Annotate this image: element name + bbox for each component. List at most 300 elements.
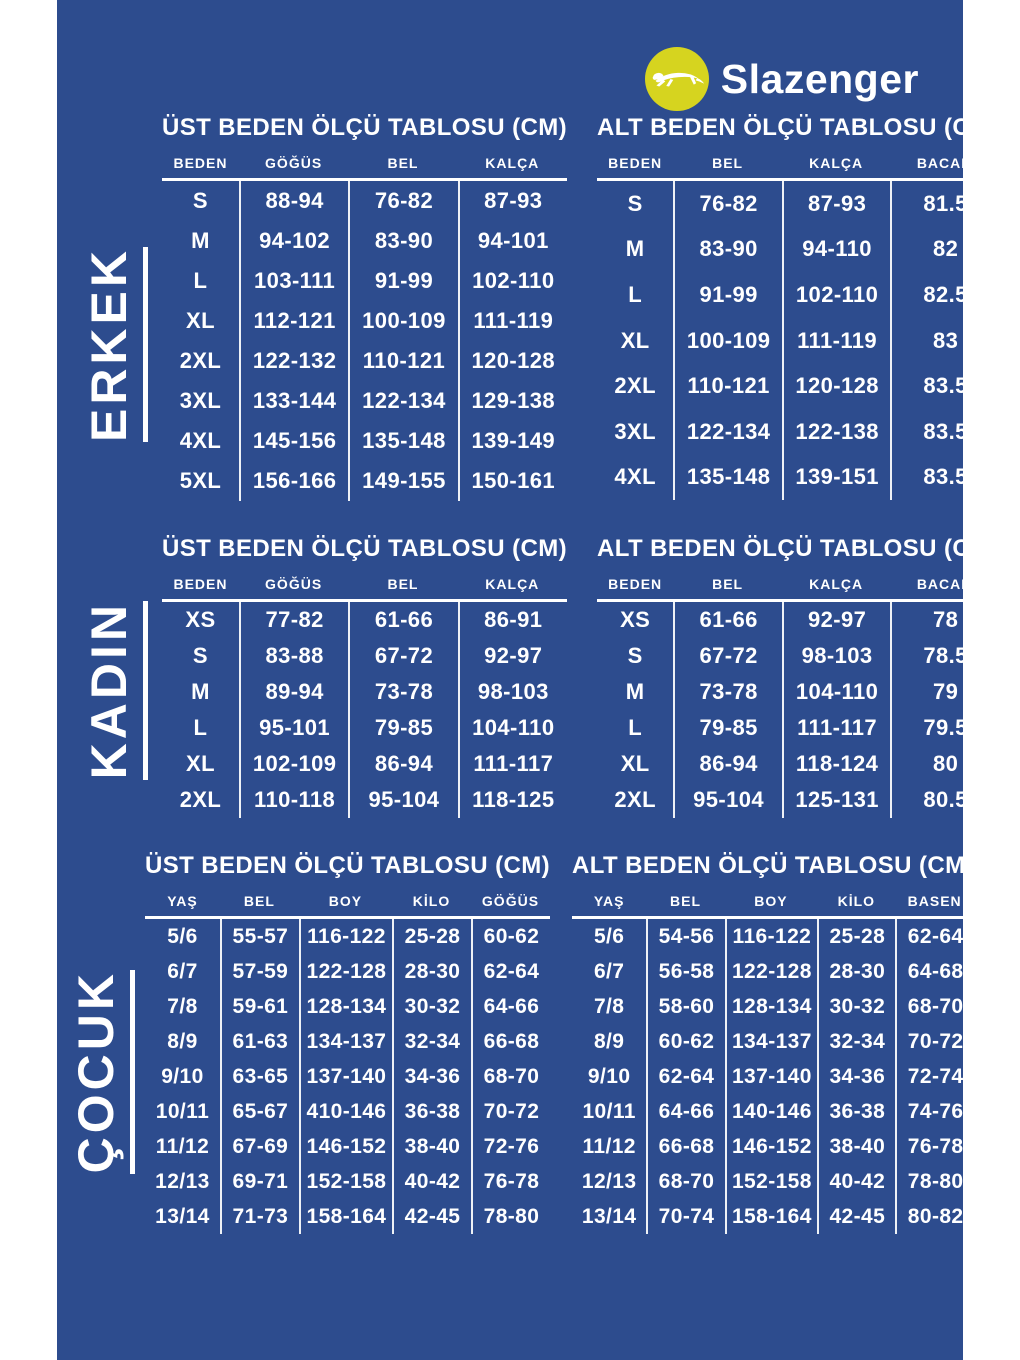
measurement-cell: 128-134: [725, 989, 817, 1024]
size-label-cell: 2XL: [614, 787, 656, 812]
measurement-cell: 116-122: [725, 919, 817, 954]
table-row: [597, 363, 999, 409]
measurement-cell: 98-103: [458, 674, 567, 710]
measurement-cell: 60-62: [646, 1024, 724, 1059]
size-label-cell: L: [628, 281, 643, 307]
measurement-cell: 102-110: [782, 272, 891, 318]
measurement-cell: 158-164: [725, 1199, 817, 1234]
section-divider-line: [130, 970, 135, 1173]
measurement-cell: 73-78: [673, 674, 782, 710]
size-label-cell: 13/14: [155, 1204, 210, 1228]
size-label-cell: 9/10: [161, 1064, 204, 1088]
size-label-cell: L: [193, 268, 208, 293]
column-header: KİLO: [837, 893, 876, 909]
measurement-cell: 70-72: [471, 1094, 550, 1129]
measurement-cell: 57-59: [220, 954, 299, 989]
measurement-cell: 122-138: [782, 409, 891, 455]
measurement-cell: 58-60: [646, 989, 724, 1024]
measurement-cell: 61-63: [220, 1024, 299, 1059]
size-label-cell: 12/13: [581, 1169, 637, 1193]
table-row: [597, 782, 999, 818]
measurement-cell: 68-70: [471, 1059, 550, 1094]
measurement-cell: 42-45: [817, 1199, 895, 1234]
size-label-cell: 3XL: [179, 388, 222, 413]
table-title: ALT BEDEN ÖLÇÜ TABLOSU (CM): [572, 852, 974, 879]
measurement-cell: 100-109: [673, 318, 782, 364]
measurement-cell: 112-121: [239, 301, 348, 341]
measurement-cell: 30-32: [817, 989, 895, 1024]
measurement-cell: 79-85: [348, 710, 457, 746]
section-cocuk: [57, 852, 974, 1234]
table-row: [572, 1199, 974, 1234]
measurement-cell: 66-68: [471, 1024, 550, 1059]
size-label-cell: M: [191, 228, 210, 253]
table-title: ÜST BEDEN ÖLÇÜ TABLOSU (CM): [145, 852, 550, 879]
measurement-cell: 83.5: [890, 455, 999, 501]
measurement-cell: 89-94: [239, 674, 348, 710]
measurement-cell: 78: [890, 602, 999, 638]
measurement-cell: 78-80: [471, 1199, 550, 1234]
table-grid: [597, 155, 999, 500]
measurement-cell: 42-45: [392, 1199, 471, 1234]
column-header: BACAK: [916, 155, 973, 171]
measurement-cell: 152-158: [725, 1164, 817, 1199]
size-label-cell: 3XL: [614, 418, 656, 444]
measurement-cell: 65-67: [220, 1094, 299, 1129]
table-row: [162, 461, 567, 501]
measurement-cell: 73-78: [348, 674, 457, 710]
measurement-cell: 64-68: [895, 954, 973, 989]
measurement-cell: 152-158: [299, 1164, 392, 1199]
size-label-cell: L: [193, 715, 208, 740]
table-row: [572, 1059, 974, 1094]
column-header: KALÇA: [485, 155, 540, 171]
measurement-cell: 83-90: [348, 221, 457, 261]
measurement-cell: 94-101: [458, 221, 567, 261]
size-label-cell: XL: [186, 308, 215, 333]
table-kadin-alt: [597, 535, 999, 818]
measurement-cell: 91-99: [673, 272, 782, 318]
measurement-cell: 38-40: [817, 1129, 895, 1164]
size-label-cell: L: [628, 715, 643, 740]
blue-panel: [57, 0, 999, 1360]
measurement-cell: 129-138: [458, 381, 567, 421]
measurement-cell: 32-34: [392, 1024, 471, 1059]
section-label-kadin: KADIN: [81, 601, 137, 780]
measurement-cell: 72-74: [895, 1059, 973, 1094]
measurement-cell: 125-131: [782, 782, 891, 818]
measurement-cell: 111-117: [458, 746, 567, 782]
size-label-cell: 4XL: [179, 428, 222, 453]
column-header: YAŞ: [593, 893, 625, 909]
measurement-cell: 81.5: [890, 181, 999, 227]
measurement-cell: 104-110: [782, 674, 891, 710]
measurement-cell: 55-57: [220, 919, 299, 954]
measurement-cell: 82.5: [890, 272, 999, 318]
table-row: [162, 181, 567, 221]
size-label-cell: 11/12: [582, 1134, 636, 1158]
brand-name: Slazenger: [720, 55, 919, 102]
measurement-cell: 94-110: [782, 227, 891, 273]
size-label-cell: 2XL: [179, 348, 222, 373]
measurement-cell: 67-72: [673, 638, 782, 674]
section-label-cocuk: ÇOCUK: [68, 970, 124, 1174]
table-grid: [145, 893, 550, 1234]
measurement-cell: 133-144: [239, 381, 348, 421]
table-row: [572, 989, 974, 1024]
table-header-row: [162, 576, 567, 602]
size-label-cell: 5/6: [593, 924, 625, 948]
measurement-cell: 156-166: [239, 461, 348, 501]
measurement-cell: 38-40: [392, 1129, 471, 1164]
measurement-cell: 135-148: [673, 455, 782, 501]
size-label-cell: XL: [186, 751, 215, 776]
table-row: [145, 1199, 550, 1234]
column-header: GÖĞÜS: [481, 893, 540, 909]
column-header: BEDEN: [173, 155, 228, 171]
measurement-cell: 61-66: [673, 602, 782, 638]
column-header: BACAK: [916, 576, 973, 592]
measurement-cell: 100-109: [348, 301, 457, 341]
measurement-cell: 79.5: [890, 710, 999, 746]
table-row: [162, 221, 567, 261]
measurement-cell: 86-91: [458, 602, 567, 638]
size-label-cell: 5XL: [179, 468, 222, 493]
measurement-cell: 118-124: [782, 746, 891, 782]
measurement-cell: 103-111: [239, 261, 348, 301]
table-cocuk-alt: [572, 852, 974, 1234]
section-erkek-side: [57, 114, 162, 501]
table-row: [572, 1024, 974, 1059]
table-cocuk-ust: [145, 852, 550, 1234]
column-header: KALÇA: [809, 576, 864, 592]
column-header: BEDEN: [173, 576, 228, 592]
column-header: BEL: [712, 155, 744, 171]
size-label-cell: 11/12: [155, 1134, 210, 1158]
measurement-cell: 82: [890, 227, 999, 273]
column-header: GÖĞÜS: [265, 576, 323, 592]
section-kadin-label-group: [81, 601, 148, 780]
measurement-cell: 134-137: [299, 1024, 392, 1059]
measurement-cell: 30-32: [392, 989, 471, 1024]
measurement-cell: 76-82: [348, 181, 457, 221]
table-kadin-ust: [162, 535, 567, 818]
measurement-cell: 83.5: [890, 363, 999, 409]
measurement-cell: 77-82: [239, 602, 348, 638]
measurement-cell: 145-156: [239, 421, 348, 461]
measurement-cell: 92-97: [458, 638, 567, 674]
measurement-cell: 62-64: [471, 954, 550, 989]
size-label-cell: 10/11: [155, 1099, 210, 1123]
measurement-cell: 86-94: [673, 746, 782, 782]
section-divider-line: [143, 247, 148, 442]
measurement-cell: 128-134: [299, 989, 392, 1024]
section-cocuk-label-group: [68, 970, 135, 1174]
measurement-cell: 104-110: [458, 710, 567, 746]
table-row: [572, 954, 974, 989]
measurement-cell: 110-121: [348, 341, 457, 381]
table-header-row: [162, 155, 567, 181]
size-label-cell: XS: [185, 607, 216, 632]
table-row: [572, 1094, 974, 1129]
measurement-cell: 122-128: [299, 954, 392, 989]
column-header: BASEN: [907, 893, 962, 909]
table-row: [145, 1094, 550, 1129]
measurement-cell: 70-74: [646, 1199, 724, 1234]
measurement-cell: 87-93: [458, 181, 567, 221]
measurement-cell: 28-30: [392, 954, 471, 989]
table-row: [162, 710, 567, 746]
column-header: KALÇA: [485, 576, 540, 592]
section-erkek-tables: [162, 114, 1020, 501]
column-header: KİLO: [412, 893, 451, 909]
column-header: GÖĞÜS: [265, 155, 323, 171]
measurement-cell: 134-137: [725, 1024, 817, 1059]
table-row: [162, 638, 567, 674]
measurement-cell: 95-104: [673, 782, 782, 818]
column-header: BEL: [712, 576, 744, 592]
table-row: [597, 227, 999, 273]
measurement-cell: 32-34: [817, 1024, 895, 1059]
measurement-cell: 91-99: [348, 261, 457, 301]
column-header: BOY: [328, 893, 363, 909]
column-header: BEL: [387, 155, 419, 171]
table-grid: [597, 576, 999, 818]
measurement-cell: 118-125: [458, 782, 567, 818]
measurement-cell: 122-132: [239, 341, 348, 381]
measurement-cell: 28-30: [817, 954, 895, 989]
column-header: KALÇA: [809, 155, 864, 171]
measurement-cell: 137-140: [725, 1059, 817, 1094]
table-row: [597, 272, 999, 318]
measurement-cell: 56-58: [646, 954, 724, 989]
section-kadin: [57, 535, 999, 818]
table-row: [162, 341, 567, 381]
measurement-cell: 34-36: [817, 1059, 895, 1094]
measurement-cell: 102-110: [458, 261, 567, 301]
table-row: [162, 674, 567, 710]
measurement-cell: 59-61: [220, 989, 299, 1024]
measurement-cell: 78-80: [895, 1164, 973, 1199]
measurement-cell: 86-94: [348, 746, 457, 782]
measurement-cell: 139-149: [458, 421, 567, 461]
table-row: [597, 638, 999, 674]
size-label-cell: XL: [620, 327, 650, 353]
section-erkek: [57, 114, 999, 501]
column-header: YAŞ: [167, 893, 198, 909]
size-label-cell: 2XL: [179, 787, 222, 812]
table-row: [145, 989, 550, 1024]
table-row: [162, 261, 567, 301]
table-row: [145, 1129, 550, 1164]
measurement-cell: 62-64: [646, 1059, 724, 1094]
measurement-cell: 94-102: [239, 221, 348, 261]
size-label-cell: M: [625, 236, 645, 262]
size-label-cell: 13/14: [581, 1204, 637, 1228]
column-header: BOY: [754, 893, 788, 909]
column-header: BEL: [243, 893, 275, 909]
table-header-row: [572, 893, 974, 919]
table-title: ÜST BEDEN ÖLÇÜ TABLOSU (CM): [162, 114, 567, 141]
measurement-cell: 92-97: [782, 602, 891, 638]
measurement-cell: 102-109: [239, 746, 348, 782]
size-label-cell: 6/7: [593, 959, 625, 983]
measurement-cell: 95-104: [348, 782, 457, 818]
measurement-cell: 76-82: [673, 181, 782, 227]
measurement-cell: 67-69: [220, 1129, 299, 1164]
size-label-cell: 2XL: [614, 373, 656, 399]
measurement-cell: 25-28: [817, 919, 895, 954]
measurement-cell: 95-101: [239, 710, 348, 746]
measurement-cell: 76-78: [471, 1164, 550, 1199]
measurement-cell: 111-119: [458, 301, 567, 341]
measurement-cell: 83: [890, 318, 999, 364]
section-kadin-tables: [162, 535, 1020, 818]
measurement-cell: 79: [890, 674, 999, 710]
measurement-cell: 68-70: [895, 989, 973, 1024]
measurement-cell: 110-121: [673, 363, 782, 409]
size-label-cell: 10/11: [582, 1099, 636, 1123]
slazenger-panther-icon: [645, 47, 709, 111]
size-label-cell: 7/8: [593, 994, 625, 1018]
size-label-cell: S: [192, 188, 208, 213]
table-grid: [162, 155, 567, 501]
table-title: ÜST BEDEN ÖLÇÜ TABLOSU (CM): [162, 535, 567, 562]
measurement-cell: 36-38: [817, 1094, 895, 1129]
measurement-cell: 74-76: [895, 1094, 973, 1129]
measurement-cell: 110-118: [239, 782, 348, 818]
measurement-cell: 120-128: [458, 341, 567, 381]
table-header-row: [145, 893, 550, 919]
table-row: [597, 602, 999, 638]
table-title: ALT BEDEN ÖLÇÜ TABLOSU (CM): [597, 114, 999, 141]
measurement-cell: 54-56: [646, 919, 724, 954]
measurement-cell: 70-72: [895, 1024, 973, 1059]
measurement-cell: 150-161: [458, 461, 567, 501]
table-row: [572, 1164, 974, 1199]
measurement-cell: 40-42: [392, 1164, 471, 1199]
measurement-cell: 135-148: [348, 421, 457, 461]
table-row: [162, 746, 567, 782]
size-label-cell: S: [627, 643, 643, 668]
size-label-cell: 9/10: [587, 1064, 631, 1088]
table-row: [597, 710, 999, 746]
measurement-cell: 88-94: [239, 181, 348, 221]
measurement-cell: 67-72: [348, 638, 457, 674]
measurement-cell: 83-88: [239, 638, 348, 674]
measurement-cell: 36-38: [392, 1094, 471, 1129]
size-label-cell: 5/6: [167, 924, 198, 948]
size-label-cell: 12/13: [155, 1169, 210, 1193]
measurement-cell: 80.5: [890, 782, 999, 818]
table-row: [597, 746, 999, 782]
size-label-cell: 7/8: [167, 994, 198, 1018]
table-row: [597, 318, 999, 364]
table-row: [145, 954, 550, 989]
measurement-cell: 158-164: [299, 1199, 392, 1234]
section-cocuk-side: [57, 852, 145, 1234]
size-label-cell: S: [192, 643, 208, 668]
measurement-cell: 79-85: [673, 710, 782, 746]
column-header: BEDEN: [608, 155, 663, 171]
measurement-cell: 34-36: [392, 1059, 471, 1094]
size-label-cell: XL: [620, 751, 650, 776]
table-row: [162, 381, 567, 421]
measurement-cell: 122-128: [725, 954, 817, 989]
size-label-cell: 6/7: [167, 959, 198, 983]
size-label-cell: 8/9: [593, 1029, 625, 1053]
measurement-cell: 137-140: [299, 1059, 392, 1094]
measurement-cell: 66-68: [646, 1129, 724, 1164]
measurement-cell: 64-66: [471, 989, 550, 1024]
table-row: [572, 1129, 974, 1164]
table-row: [597, 455, 999, 501]
table-row: [162, 301, 567, 341]
measurement-cell: 64-66: [646, 1094, 724, 1129]
table-row: [162, 602, 567, 638]
table-row: [597, 674, 999, 710]
table-row: [572, 919, 974, 954]
measurement-cell: 60-62: [471, 919, 550, 954]
measurement-cell: 111-117: [782, 710, 891, 746]
table-grid: [572, 893, 974, 1234]
section-erkek-label-group: [81, 246, 148, 443]
measurement-cell: 76-78: [895, 1129, 973, 1164]
table-header-row: [597, 155, 999, 181]
measurement-cell: 116-122: [299, 919, 392, 954]
brand-logo: [57, 0, 963, 112]
measurement-cell: 111-119: [782, 318, 891, 364]
table-grid: [162, 576, 567, 818]
section-cocuk-tables: [145, 852, 992, 1234]
measurement-cell: 140-146: [725, 1094, 817, 1129]
size-label-cell: S: [627, 190, 643, 216]
table-row: [162, 421, 567, 461]
measurement-cell: 80: [890, 746, 999, 782]
table-row: [145, 1024, 550, 1059]
measurement-cell: 149-155: [348, 461, 457, 501]
table-row: [145, 1059, 550, 1094]
table-erkek-alt: [597, 114, 999, 501]
column-header: BEL: [670, 893, 702, 909]
measurement-cell: 120-128: [782, 363, 891, 409]
measurement-cell: 63-65: [220, 1059, 299, 1094]
size-label-cell: 8/9: [167, 1029, 198, 1053]
measurement-cell: 78.5: [890, 638, 999, 674]
table-row: [597, 409, 999, 455]
measurement-cell: 61-66: [348, 602, 457, 638]
measurement-cell: 80-82: [895, 1199, 973, 1234]
measurement-cell: 83-90: [673, 227, 782, 273]
measurement-cell: 71-73: [220, 1199, 299, 1234]
measurement-cell: 68-70: [646, 1164, 724, 1199]
size-label-cell: 4XL: [614, 464, 656, 490]
table-erkek-ust: [162, 114, 567, 501]
measurement-cell: 40-42: [817, 1164, 895, 1199]
measurement-cell: 98-103: [782, 638, 891, 674]
measurement-cell: 83.5: [890, 409, 999, 455]
measurement-cell: 25-28: [392, 919, 471, 954]
measurement-cell: 146-152: [725, 1129, 817, 1164]
table-row: [597, 181, 999, 227]
column-header: BEL: [387, 576, 419, 592]
measurement-cell: 69-71: [220, 1164, 299, 1199]
table-row: [145, 1164, 550, 1199]
measurement-cell: 122-134: [348, 381, 457, 421]
measurement-cell: 62-64: [895, 919, 973, 954]
table-row: [162, 782, 567, 818]
section-divider-line: [143, 601, 148, 779]
